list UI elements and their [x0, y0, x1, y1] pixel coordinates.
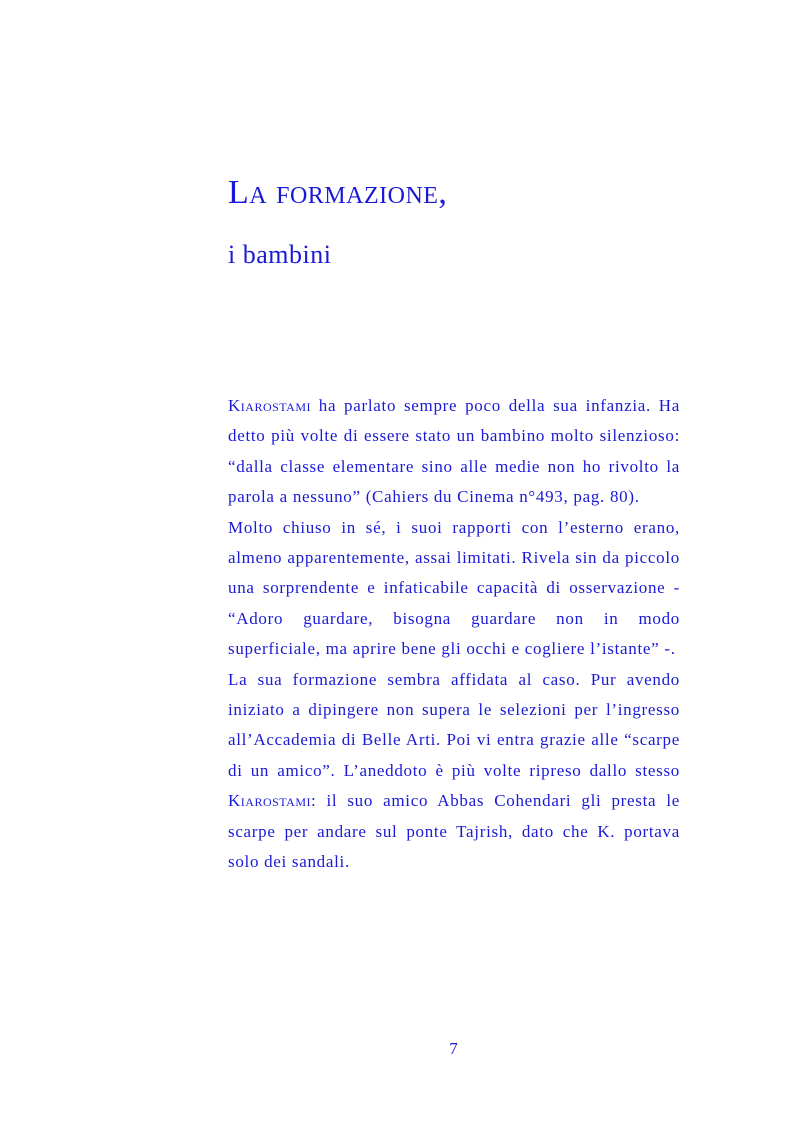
page-number: 7 — [449, 1039, 458, 1058]
chapter-title-line-2: i bambini — [228, 240, 332, 269]
author-name: Kiarostami — [228, 791, 311, 811]
author-name: Kiarostami — [228, 396, 311, 415]
body-text — [228, 391, 680, 878]
paragraph-1-text: ha parlato sempre poco della sua infanzia. Ha detto più volte di essere stato un bambino molto silenzioso: “dalla classe elementare sino alle medie non ho rivolto la parola a nessuno” (Cahiers du Cinema n°493, pag. 80). — [228, 396, 680, 507]
paragraph-3-text-after: : il suo amico Abbas Cohendari gli presta le scarpe per andare sul ponte Tajrish, dato che K. portava solo dei sandali. — [228, 791, 680, 872]
paragraph-3 — [228, 665, 680, 878]
paragraph-2: Molto chiuso in sé, i suoi rapporti con l’esterno erano, almeno apparentemente, assai limitati. Rivela sin da piccolo una sorprendente e infaticabile capacità di osservazione - “Adoro guardare, bisogna guardare non in modo superficiale, ma aprire bene gli occhi e cogliere l’istante” -. — [228, 517, 680, 659]
paragraph-1 — [228, 391, 680, 513]
chapter-title-line-1: La formazione, — [228, 174, 448, 211]
paragraph-3-text-before: La sua formazione sembra affidata al caso. Pur avendo iniziato a dipingere non supera le selezioni per l’ingresso all’Accademia di Belle Arti. Poi vi entra grazie alle “scarpe di un amico”. L’aneddoto è più volte ripreso dallo stesso — [228, 669, 680, 780]
